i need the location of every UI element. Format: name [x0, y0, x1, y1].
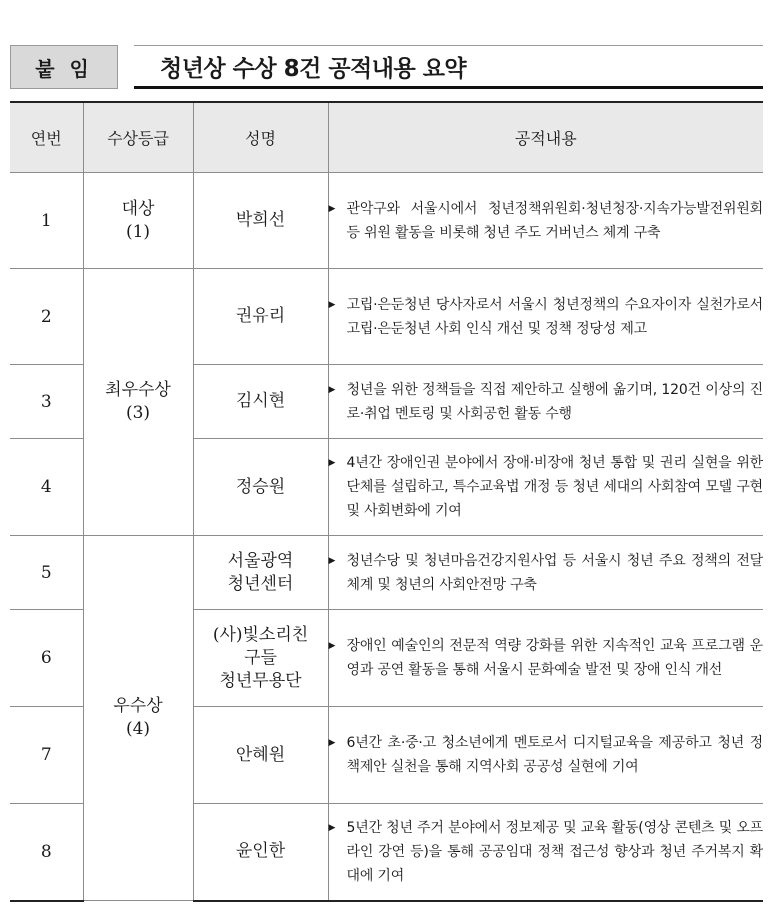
- recipient-name-line: 구들: [244, 647, 277, 668]
- recipient-name-line: 청년무용단: [219, 670, 302, 691]
- header-achievement: 공적내용: [328, 102, 763, 173]
- recipient-name: [193, 536, 328, 610]
- achievement-cell: [328, 804, 763, 901]
- triangle-bullet-icon: ▶: [328, 641, 336, 651]
- table-row: [10, 269, 763, 365]
- grade-name: 최우수상: [105, 380, 171, 400]
- achievement-cell: [328, 439, 763, 536]
- row-number: 8: [10, 804, 83, 901]
- grade-cell-grand: [83, 173, 193, 269]
- table-row: [10, 536, 763, 610]
- row-number: 6: [10, 610, 83, 707]
- recipient-name: [193, 173, 328, 269]
- grade-name: 우수상: [113, 696, 163, 716]
- achievement-text: 5년간 청년 주거 분야에서 정보제공 및 교육 활동(영상 콘텐츠 및 오프라인 강연 등)을 통해 공공임대 정책 접근성 향상과 청년 주거복지 확대에 기여: [346, 819, 763, 884]
- row-number: 2: [10, 269, 83, 365]
- grade-count: (4): [125, 719, 151, 739]
- recipient-name-line: 윤인한: [235, 841, 286, 862]
- recipient-name-line: (사)빛소리친: [212, 624, 309, 645]
- table-row: [10, 173, 763, 269]
- title-box: [134, 45, 763, 89]
- achievement-cell: [328, 707, 763, 804]
- grade-count: (1): [125, 221, 151, 242]
- award-summary-table: [10, 101, 763, 902]
- triangle-bullet-icon: ▶: [328, 822, 336, 833]
- achievement-cell: [328, 269, 763, 365]
- achievement-cell: [328, 173, 763, 269]
- achievement-cell: [328, 610, 763, 707]
- recipient-name-line: 박희선: [235, 210, 286, 230]
- achievement-text: 청년수당 및 청년마음건강지원사업 등 서울시 청년 주요 정책의 전달체계 및 청년의 사회안전망 구축: [346, 552, 763, 593]
- achievement-text: 4년간 장애인권 분야에서 장애·비장애 청년 통합 및 권리 실현을 위한 단체를 설립하고, 특수교육법 개정 등 청년 세대의 사회참여 모델 구현 및 사회변화에 기여: [346, 455, 763, 519]
- recipient-name: [193, 439, 328, 536]
- achievement-cell: [328, 536, 763, 610]
- achievement-cell: [328, 365, 763, 439]
- triangle-bullet-icon: ▶: [328, 384, 336, 395]
- triangle-bullet-icon: ▶: [328, 555, 336, 566]
- page-title: 청년상 수상 8건 공적내용 요약: [160, 55, 467, 82]
- table-header-row: [10, 102, 763, 173]
- achievement-text: 장애인 예술인의 전문적 역량 강화를 위한 지속적인 교육 프로그램 운영과 공연 활동을 통해 서울시 문화예술 발전 및 장애 인식 개선: [346, 638, 763, 678]
- triangle-bullet-icon: ▶: [328, 299, 336, 310]
- achievement-text: 고립·은둔청년 당사자로서 서울시 청년정책의 수요자이자 실천가로서 고립·은둔청년 사회 인식 개선 및 정책 정당성 제고: [346, 296, 763, 337]
- row-number: 3: [10, 365, 83, 439]
- header-no: 연번: [10, 102, 83, 173]
- recipient-name-line: 안혜원: [235, 744, 286, 765]
- achievement-text: 6년간 초·중·고 청소년에게 멘토로서 디지털교육을 제공하고 청년 정책제안 실천을 통해 지역사회 공공성 실현에 기여: [346, 735, 763, 775]
- recipient-name-line: 권유리: [235, 306, 286, 326]
- grade-cell-excellence: [83, 269, 193, 536]
- achievement-text: 청년을 위한 정책들을 직접 제안하고 실행에 옮기며, 120건 이상의 진로·취업 멘토링 및 사회공헌 활동 수행: [346, 381, 763, 422]
- recipient-name: [193, 365, 328, 439]
- grade-count: (3): [125, 403, 151, 423]
- achievement-text: 관악구와 서울시에서 청년정책위원회·청년청장·지속가능발전위원회 등 위원 활동을 비롯해 청년 주도 거버넌스 체계 구축: [346, 200, 763, 241]
- recipient-name: [193, 804, 328, 901]
- recipient-name-line: 청년센터: [227, 573, 294, 594]
- recipient-name: [193, 269, 328, 365]
- triangle-bullet-icon: ▶: [328, 458, 336, 468]
- row-number: 7: [10, 707, 83, 804]
- header-name: 성명: [193, 102, 328, 173]
- row-number: 1: [10, 173, 83, 269]
- recipient-name-line: 정승원: [235, 476, 286, 497]
- header-grade: 수상등급: [83, 102, 193, 173]
- recipient-name: [193, 707, 328, 804]
- triangle-bullet-icon: ▶: [328, 738, 336, 748]
- row-number: 4: [10, 439, 83, 536]
- document-title-area: [10, 45, 763, 92]
- recipient-name-line: 김시현: [235, 391, 286, 411]
- grade-name: 대상: [121, 198, 155, 219]
- grade-cell-merit: [83, 536, 193, 901]
- recipient-name-line: 서울광역: [227, 550, 294, 571]
- row-number: 5: [10, 536, 83, 610]
- recipient-name: [193, 610, 328, 707]
- attachment-badge: 붙 임: [10, 45, 118, 89]
- triangle-bullet-icon: ▶: [328, 203, 336, 214]
